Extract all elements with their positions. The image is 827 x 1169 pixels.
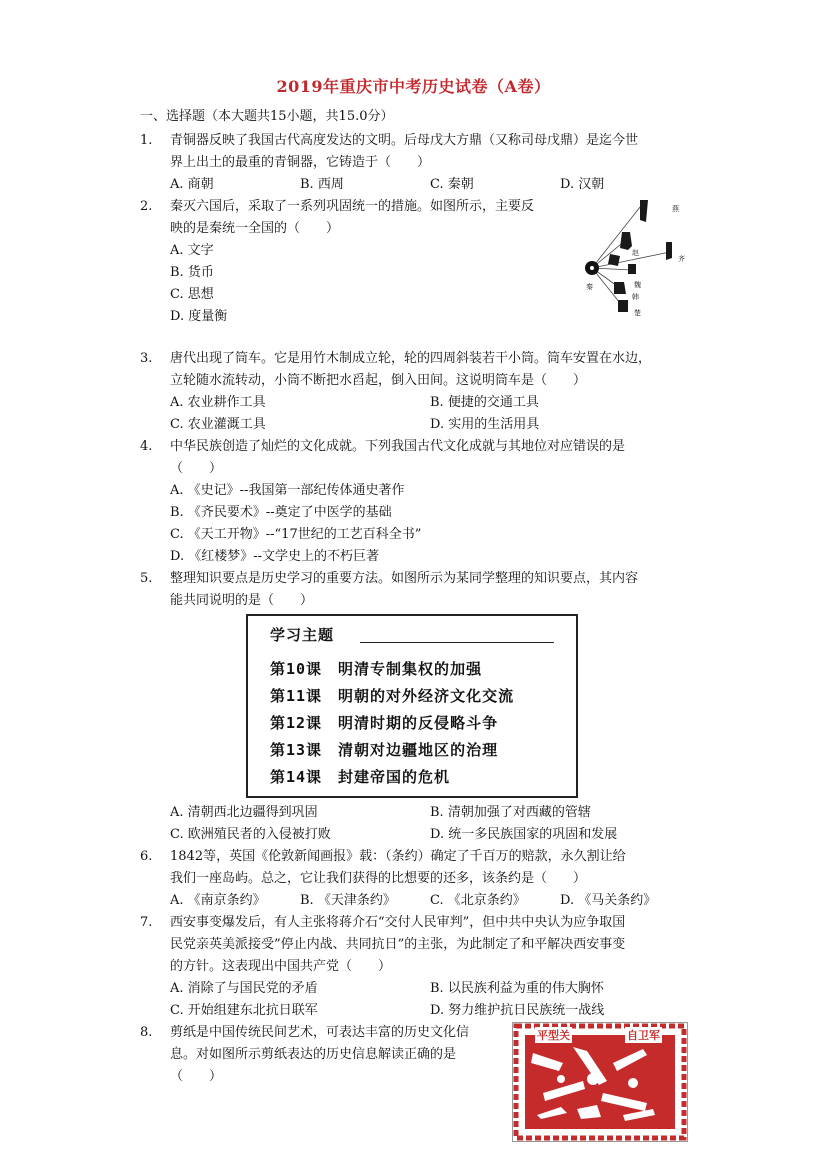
label-han: 韩 — [632, 293, 639, 301]
q5-option-a[interactable]: A. 清朝西北边疆得到巩固 — [170, 805, 318, 820]
section-heading: 一、选择题（本大题共15小题，共15.0分） — [140, 109, 394, 124]
q6-option-c[interactable]: C. 《北京条约》 — [430, 893, 526, 908]
label-zhao: 赵 — [632, 249, 639, 257]
notes-row: 第14课 封建帝国的危机 — [270, 768, 451, 786]
q6-number: 6. — [140, 849, 153, 864]
label-chu: 楚 — [634, 309, 641, 317]
page-title: 2019年重庆市中考历史试卷（A卷） — [276, 77, 551, 96]
q8-number: 8. — [140, 1025, 153, 1040]
q6-option-b[interactable]: B. 《天津条约》 — [300, 893, 396, 908]
notes-row: 第11课 明朝的对外经济文化交流 — [270, 687, 515, 705]
q5-option-b[interactable]: B. 清朝加强了对西藏的管辖 — [430, 805, 591, 820]
label-wei: 魏 — [634, 281, 641, 289]
q6-stem-line2: 我们一座岛屿。总之，它让我们获得的比想要的还多，该条约是（ ） — [170, 871, 587, 886]
q7-option-c[interactable]: C. 开始组建东北抗日联军 — [170, 1003, 318, 1018]
q1-option-a[interactable]: A. 商朝 — [170, 177, 214, 192]
q7-option-a[interactable]: A. 消除了与国民党的矛盾 — [170, 981, 318, 996]
q4-number: 4. — [140, 439, 153, 454]
q7-stem-line1: 西安事变爆发后，有人主张将蒋介石“交付人民审判”，但中共中央认为应争取国 — [170, 915, 626, 930]
papercut-image — [512, 1022, 688, 1142]
q1-stem-line2: 界上出土的最重的青铜器，它铸造于（ ） — [170, 155, 431, 170]
q1-option-c[interactable]: C. 秦朝 — [430, 177, 474, 192]
q3-number: 3. — [140, 351, 153, 366]
q7-stem-line2: 民党亲英美派接受”停止内战、共同抗日”的主张，为此制定了和平解决西安事变 — [170, 937, 626, 952]
q7-option-b[interactable]: B. 以民族利益为重的伟大胸怀 — [430, 981, 604, 996]
q8-stem-line1: 剪纸是中国传统民间艺术，可表达丰富的历史文化信 — [170, 1025, 470, 1040]
q5-option-d[interactable]: D. 统一多民族国家的巩固和发展 — [430, 827, 618, 842]
q2-stem-line2: 映的是秦统一全国的（ ） — [170, 221, 340, 236]
q7-number: 7. — [140, 915, 153, 930]
q7-option-d[interactable]: D. 努力维护抗日民族统一战线 — [430, 1003, 605, 1018]
label-qin: 秦 — [586, 283, 593, 291]
q6-option-a[interactable]: A. 《南京条约》 — [170, 893, 266, 908]
notes-row: 第12课 明清时期的反侵略斗争 — [270, 714, 499, 732]
q2-option-c[interactable]: C. 思想 — [170, 287, 214, 302]
q5-number: 5. — [140, 571, 153, 586]
q6-option-d[interactable]: D. 《马关条约》 — [560, 893, 657, 908]
q4-stem-line2: （ ） — [170, 461, 223, 476]
q1-option-d[interactable]: D. 汉朝 — [560, 177, 605, 192]
notes-row: 第13课 清朝对边疆地区的治理 — [270, 741, 499, 759]
q3-option-c[interactable]: C. 农业灌溉工具 — [170, 417, 266, 432]
q5-stem-line1: 整理知识要点是历史学习的重要方法。如图所示为某同学整理的知识要点，其内容 — [170, 571, 639, 586]
q3-option-b[interactable]: B. 便捷的交通工具 — [430, 395, 539, 410]
q4-option-c[interactable]: C. 《天工开物》--“17世纪的工艺百科全书” — [170, 527, 422, 542]
q8-stem-line2: 息。对如图所示剪纸表达的历史信息解读正确的是 — [170, 1047, 457, 1062]
q1-number: 1. — [140, 133, 153, 148]
q1-stem-line1: 青铜器反映了我国古代高度发达的文明。后母戊大方鼎（又称司母戊鼎）是迄今世 — [170, 133, 639, 148]
q2-number: 2. — [140, 199, 153, 214]
q6-stem-line1: 1842等，英国《伦敦新闻画报》载：（条约）确定了千百万的赔款，永久割让给 — [170, 849, 626, 864]
label-qi: 齐 — [678, 255, 685, 263]
notes-heading: 学习主题 — [270, 626, 335, 644]
q5-stem-line2: 能共同说明的是（ ） — [170, 593, 314, 608]
q4-stem-line1: 中华民族创造了灿烂的文化成就。下列我国古代文化成就与其地位对应错误的是 — [170, 439, 626, 454]
label-yan: 燕 — [672, 205, 679, 213]
notes-row: 第10课 明清专制集权的加强 — [270, 660, 483, 678]
q1-option-b[interactable]: B. 西周 — [300, 177, 344, 192]
qin-coins-diagram — [578, 196, 690, 320]
q2-stem-line1: 秦灭六国后，采取了一系列巩固统一的措施。如图所示，主要反 — [170, 199, 535, 214]
q3-option-a[interactable]: A. 农业耕作工具 — [170, 395, 266, 410]
study-notes-box — [246, 614, 578, 798]
q4-option-d[interactable]: D. 《红楼梦》--文学史上的不朽巨著 — [170, 549, 380, 564]
q8-stem-line3: （ ） — [170, 1069, 223, 1084]
q3-stem-line2: 立轮随水流转动，小筒不断把水舀起，倒入田间。这说明筒车是（ ） — [170, 373, 587, 388]
papercut-label-pingxingguan: 平型关 — [537, 1029, 570, 1042]
q2-option-b[interactable]: B. 货币 — [170, 265, 214, 280]
q3-stem-line1: 唐代出现了筒车。它是用竹木制成立轮，轮的四周斜装若干小筒。筒车安置在水边， — [170, 351, 652, 366]
q2-option-d[interactable]: D. 度量衡 — [170, 309, 228, 324]
notes-heading-underline — [360, 642, 554, 643]
q4-option-b[interactable]: B. 《齐民要术》--奠定了中医学的基础 — [170, 505, 392, 520]
q7-stem-line3: 的方针。这表现出中国共产党（ ） — [170, 959, 392, 974]
papercut-label-ziweijun: 自卫军 — [627, 1029, 660, 1042]
q4-option-a[interactable]: A. 《史记》--我国第一部纪传体通史著作 — [170, 483, 405, 498]
q5-option-c[interactable]: C. 欧洲殖民者的入侵被打败 — [170, 827, 331, 842]
q3-option-d[interactable]: D. 实用的生活用具 — [430, 417, 540, 432]
q2-option-a[interactable]: A. 文字 — [170, 243, 214, 258]
